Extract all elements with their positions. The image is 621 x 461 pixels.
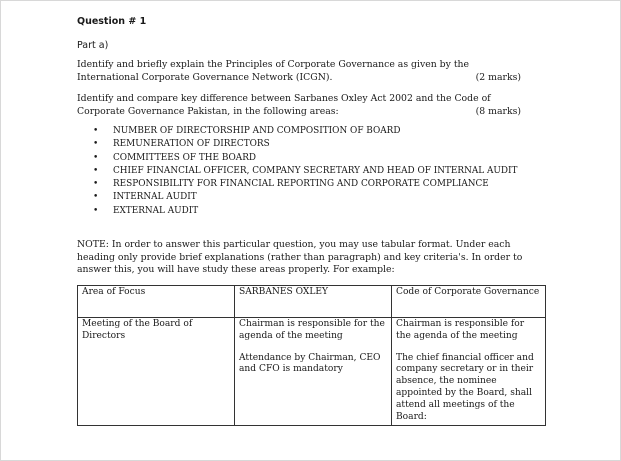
paragraph-icgn xyxy=(77,59,521,84)
cell-area xyxy=(78,318,235,426)
list-item: • CHIEF FINANCIAL OFFICER, COMPANY SECRETARY AND HEAD OF INTERNAL AUDIT xyxy=(93,165,517,178)
marks-part1: (2 marks) xyxy=(475,71,521,83)
part-label: Part a) xyxy=(77,40,109,51)
sox-point-1: Chairman is responsible for the agenda of the meeting xyxy=(239,319,385,341)
header-code-of-corporate-governance: Code of Corporate Governance xyxy=(392,286,546,318)
list-item: • COMMITTEES OF THE BOARD xyxy=(93,152,517,165)
bullet-icon: • xyxy=(93,152,99,163)
question-title: Question # 1 xyxy=(77,16,147,27)
bullet-icon: • xyxy=(93,139,99,150)
paragraph-sox-comparison xyxy=(77,93,521,118)
comparison-table xyxy=(77,285,546,426)
paragraph-sox-text: Identify and compare key difference between Sarbanes Oxley Act 2002 and the Code of Corporate Governance Pakistan, in the following areas: xyxy=(77,93,491,117)
table-row xyxy=(78,318,546,426)
bullet-icon: • xyxy=(93,126,99,136)
code-point-2: The chief financial officer and company secretary or in their absence, the nominee appointed by the Board, shall attend all meetings of the Board: xyxy=(396,352,534,422)
areas-list xyxy=(93,125,517,218)
list-item: • EXTERNAL AUDIT xyxy=(93,205,517,218)
list-item: • NUMBER OF DIRECTORSHIP AND COMPOSITION OF BOARD xyxy=(93,125,517,138)
cell-sox xyxy=(235,318,392,426)
bullet-icon: • xyxy=(93,192,99,203)
note-paragraph: NOTE: In order to answer this particular question, you may use tabular format. Under each heading only provide brief explanations (rather than paragraph) and key criteria's. In order to answer this, you will have study these areas properly. For example: xyxy=(77,239,523,275)
bullet-icon: • xyxy=(93,165,99,176)
code-point-1: Chairman is responsible for the agenda of the meeting xyxy=(396,319,525,341)
list-item: • RESPONSIBILITY FOR FINANCIAL REPORTING AND CORPORATE COMPLIANCE xyxy=(93,178,517,191)
list-item: • REMUNERATION OF DIRECTORS xyxy=(93,138,517,151)
marks-part2: (8 marks) xyxy=(475,105,521,117)
bullet-icon: • xyxy=(93,205,99,216)
list-item: • INTERNAL AUDIT xyxy=(93,191,517,204)
header-area-of-focus: Area of Focus xyxy=(78,286,235,318)
cell-code xyxy=(392,318,546,426)
paragraph-icgn-text: Identify and briefly explain the Principles of Corporate Governance as given by the International Corporate Governance Network (ICGN). xyxy=(77,59,470,83)
bullet-icon: • xyxy=(93,179,99,190)
area-text: Meeting of the Board of Directors xyxy=(82,319,193,341)
sox-point-2: Attendance by Chairman, CEO and CFO is mandatory xyxy=(239,352,381,375)
header-sarbanes-oxley: SARBANES OXLEY xyxy=(235,286,392,318)
table-header-row xyxy=(78,286,546,318)
